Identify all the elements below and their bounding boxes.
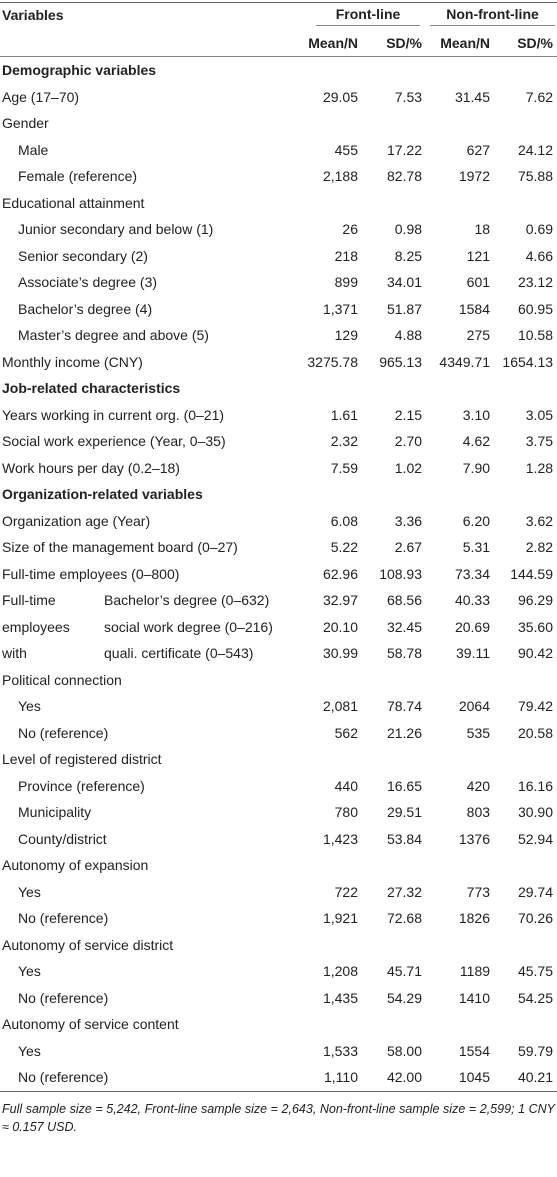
table-row — [0, 693, 557, 720]
cell-mean-front: 2,188 — [322, 168, 358, 185]
cell-sd-non-front: 29.74 — [517, 883, 554, 900]
row-label: Age (17–70) — [2, 88, 80, 105]
header-row-groups — [0, 3, 557, 30]
cell-sd-non-front: 52.94 — [517, 830, 554, 847]
table-row — [0, 322, 557, 349]
descriptive-statistics-table — [0, 2, 557, 1092]
cell-mean-front: 1,435 — [322, 989, 358, 1006]
row-label: Bachelor’s degree (0–632) — [104, 592, 270, 609]
table-row — [0, 1038, 557, 1065]
cell-sd-non-front: 7.62 — [525, 88, 554, 105]
table-row — [0, 349, 557, 376]
table-row — [0, 455, 557, 482]
header-sd-front: SD/% — [362, 30, 426, 57]
header-mean-non-front: Mean/N — [426, 30, 494, 57]
cell-sd-front: 72.68 — [386, 910, 423, 927]
cell-mean-front: 30.99 — [322, 645, 358, 662]
cell-mean-non-front: 803 — [466, 804, 491, 821]
cell-sd-front: 2.67 — [394, 539, 423, 556]
table-row — [0, 402, 557, 429]
cell-mean-front: 5.22 — [330, 539, 358, 556]
cell-mean-non-front: 3.10 — [462, 406, 491, 423]
cell-sd-non-front: 35.60 — [517, 618, 554, 635]
cell-sd-non-front: 54.25 — [517, 989, 554, 1006]
cell-mean-non-front: 275 — [466, 327, 491, 344]
table-row — [0, 614, 557, 641]
cell-sd-non-front: 45.75 — [517, 963, 554, 980]
cell-mean-front: 899 — [334, 274, 358, 291]
cell-sd-front: 108.93 — [379, 565, 423, 582]
header-sd-non-front: SD/% — [494, 30, 557, 57]
table-row — [0, 720, 557, 747]
cell-mean-front: 1,110 — [294, 1064, 362, 1091]
cell-mean-front: 440 — [334, 777, 358, 794]
cell-sd-front: 16.65 — [386, 777, 423, 794]
table-row — [0, 561, 557, 588]
cell-mean-front: 7.59 — [330, 459, 358, 476]
cell-sd-non-front: 0.69 — [525, 221, 554, 238]
row-group-label: employees — [2, 618, 70, 635]
cell-mean-non-front: 40.33 — [454, 592, 491, 609]
section-heading: Organization-related variables — [2, 486, 203, 503]
cell-mean-non-front: 1972 — [458, 168, 491, 185]
cell-mean-front: 20.10 — [322, 618, 358, 635]
category-label: Political connection — [2, 671, 122, 688]
row-label: quali. certificate (0–543) — [104, 645, 254, 662]
row-label: Work hours per day (0.2–18) — [2, 459, 180, 476]
category-label: Educational attainment — [2, 194, 145, 211]
table-row — [0, 243, 557, 270]
cell-sd-non-front: 10.58 — [517, 327, 554, 344]
table-row — [0, 773, 557, 800]
cell-mean-non-front: 73.34 — [454, 565, 491, 582]
cell-sd-front: 29.51 — [386, 804, 423, 821]
cell-sd-non-front: 144.59 — [510, 565, 554, 582]
row-label: No (reference) — [18, 910, 109, 927]
table-footnote: Full sample size = 5,242, Front-line sample size = 2,643, Non-front-line sample size = 2,599; 1 CNY ≈ 0.157 USD. — [2, 1101, 555, 1134]
cell-mean-front: 1,423 — [322, 830, 358, 847]
section-heading: Demographic variables — [2, 62, 157, 79]
category-row — [0, 746, 557, 773]
cell-mean-non-front: 7.90 — [462, 459, 491, 476]
table-row — [0, 879, 557, 906]
row-label: Junior secondary and below (1) — [18, 221, 214, 238]
header-non-front-line — [426, 3, 557, 30]
cell-sd-non-front: 20.58 — [517, 724, 554, 741]
row-label: Organization age (Year) — [2, 512, 151, 529]
category-row — [0, 190, 557, 217]
cell-mean-non-front: 1584 — [458, 300, 491, 317]
cell-mean-non-front: 4349.71 — [439, 353, 491, 370]
cell-sd-non-front: 60.95 — [517, 300, 554, 317]
cell-mean-front: 6.08 — [330, 512, 358, 529]
cell-sd-front: 3.36 — [394, 512, 423, 529]
cell-mean-non-front: 31.45 — [454, 88, 491, 105]
cell-mean-non-front: 39.11 — [456, 645, 491, 662]
cell-mean-front: 780 — [334, 804, 358, 821]
cell-sd-front: 82.78 — [386, 168, 423, 185]
cell-mean-non-front: 773 — [466, 883, 491, 900]
cell-sd-front: 34.01 — [386, 274, 423, 291]
header-non-front-line-label: Non-front-line — [430, 6, 555, 26]
table-row — [0, 640, 557, 667]
table-row — [0, 799, 557, 826]
row-label: Associate’s degree (3) — [18, 274, 158, 291]
cell-mean-front: 3275.78 — [307, 353, 358, 370]
cell-mean-front: 218 — [334, 247, 358, 264]
table-row — [0, 534, 557, 561]
category-row — [0, 667, 557, 694]
cell-mean-non-front: 6.20 — [462, 512, 491, 529]
cell-sd-non-front: 23.12 — [517, 274, 554, 291]
row-label: Municipality — [18, 804, 92, 821]
cell-mean-front: 1,921 — [322, 910, 358, 927]
cell-sd-front: 8.25 — [394, 247, 423, 264]
cell-sd-non-front: 16.16 — [517, 777, 554, 794]
row-label: No (reference) — [0, 1064, 294, 1091]
cell-mean-front: 26 — [342, 221, 358, 238]
row-label: Yes — [18, 883, 41, 900]
cell-sd-non-front: 1.28 — [525, 459, 554, 476]
header-variables: Variables — [0, 3, 294, 57]
cell-sd-non-front: 96.29 — [517, 592, 554, 609]
cell-sd-non-front: 3.75 — [525, 433, 554, 450]
row-label: Yes — [18, 698, 41, 715]
row-label: social work degree (0–216) — [104, 618, 273, 635]
cell-mean-front: 455 — [334, 141, 358, 158]
cell-mean-non-front: 1376 — [458, 830, 491, 847]
cell-sd-front: 68.56 — [386, 592, 423, 609]
category-row — [0, 852, 557, 879]
cell-sd-non-front: 3.62 — [525, 512, 554, 529]
cell-sd-non-front: 59.79 — [517, 1042, 554, 1059]
header-front-line — [294, 3, 426, 30]
cell-sd-front: 7.53 — [394, 88, 423, 105]
table-row — [0, 269, 557, 296]
cell-sd-front: 2.15 — [394, 406, 423, 423]
cell-sd-front: 54.29 — [386, 989, 423, 1006]
category-label: Gender — [2, 115, 49, 132]
category-label: Level of registered district — [2, 751, 162, 768]
table-row — [0, 428, 557, 455]
cell-sd-non-front: 79.42 — [517, 698, 554, 715]
cell-mean-front: 1,371 — [322, 300, 358, 317]
cell-sd-non-front: 70.26 — [517, 910, 554, 927]
cell-sd-front: 45.71 — [386, 963, 423, 980]
row-label: Province (reference) — [18, 777, 145, 794]
cell-sd-non-front: 1654.13 — [502, 353, 554, 370]
cell-sd-front: 4.88 — [394, 327, 423, 344]
section-row — [0, 57, 557, 84]
cell-sd-front: 1.02 — [394, 459, 423, 476]
cell-mean-front: 1,208 — [322, 963, 358, 980]
row-label: Master’s degree and above (5) — [18, 327, 209, 344]
cell-mean-non-front: 601 — [466, 274, 491, 291]
cell-mean-front: 2.32 — [330, 433, 358, 450]
cell-mean-non-front: 535 — [466, 724, 491, 741]
cell-mean-non-front: 20.69 — [454, 618, 491, 635]
category-row — [0, 932, 557, 959]
cell-mean-front: 722 — [334, 883, 358, 900]
cell-sd-non-front: 75.88 — [517, 168, 554, 185]
cell-mean-non-front: 4.62 — [462, 433, 491, 450]
cell-sd-front: 2.70 — [394, 433, 423, 450]
cell-sd-front: 53.84 — [386, 830, 423, 847]
cell-mean-front: 1.61 — [330, 406, 358, 423]
category-row — [0, 1011, 557, 1038]
cell-sd-front: 27.32 — [386, 883, 423, 900]
cell-mean-non-front: 2064 — [458, 698, 491, 715]
cell-sd-front: 58.00 — [386, 1042, 423, 1059]
table-row — [0, 1064, 557, 1091]
header-mean-front: Mean/N — [294, 30, 362, 57]
cell-mean-front: 2,081 — [322, 698, 358, 715]
cell-mean-non-front: 1045 — [426, 1064, 494, 1091]
table-row — [0, 958, 557, 985]
cell-sd-non-front: 30.90 — [517, 804, 554, 821]
table-row — [0, 216, 557, 243]
cell-sd-front: 78.74 — [386, 698, 423, 715]
row-label: Yes — [18, 963, 41, 980]
table-row — [0, 84, 557, 111]
row-label: County/district — [18, 830, 107, 847]
category-label: Autonomy of service content — [2, 1016, 179, 1033]
row-label: Bachelor’s degree (4) — [18, 300, 153, 317]
table-row — [0, 905, 557, 932]
cell-mean-front: 32.97 — [322, 592, 358, 609]
row-label: Female (reference) — [18, 168, 138, 185]
cell-sd-front: 32.45 — [386, 618, 423, 635]
row-label: Yes — [18, 1042, 41, 1059]
cell-sd-front: 51.87 — [386, 300, 423, 317]
table-row — [0, 508, 557, 535]
row-label: Monthly income (CNY) — [2, 353, 143, 370]
cell-mean-non-front: 420 — [466, 777, 491, 794]
row-label: Male — [18, 141, 49, 158]
category-label: Autonomy of expansion — [2, 857, 149, 874]
cell-mean-non-front: 1189 — [459, 963, 491, 980]
cell-sd-non-front: 2.82 — [525, 539, 554, 556]
table-row — [0, 163, 557, 190]
table-row — [0, 985, 557, 1012]
cell-mean-front: 562 — [334, 724, 358, 741]
category-label: Autonomy of service district — [2, 936, 174, 953]
cell-mean-front: 62.96 — [322, 565, 358, 582]
table-row — [0, 137, 557, 164]
row-label: Years working in current org. (0–21) — [2, 406, 225, 423]
cell-sd-non-front: 4.66 — [525, 247, 554, 264]
row-label: Social work experience (Year, 0–35) — [2, 433, 226, 450]
table-row — [0, 296, 557, 323]
table-row — [0, 587, 557, 614]
row-label: No (reference) — [18, 724, 109, 741]
category-row — [0, 110, 557, 137]
cell-mean-non-front: 1554 — [458, 1042, 491, 1059]
section-heading: Job-related characteristics — [2, 380, 181, 397]
row-label: Size of the management board (0–27) — [2, 539, 238, 556]
cell-sd-non-front: 90.42 — [517, 645, 554, 662]
cell-sd-non-front: 24.12 — [517, 141, 554, 158]
cell-mean-non-front: 5.31 — [462, 539, 491, 556]
cell-mean-non-front: 18 — [474, 221, 491, 238]
cell-sd-front: 965.13 — [379, 353, 423, 370]
row-label: Full-time employees (0–800) — [2, 565, 180, 582]
cell-mean-non-front: 1826 — [458, 910, 491, 927]
cell-mean-front: 29.05 — [322, 88, 358, 105]
cell-mean-front: 1,533 — [322, 1042, 358, 1059]
section-row — [0, 481, 557, 508]
header-front-line-label: Front-line — [316, 6, 420, 26]
section-row — [0, 375, 557, 402]
cell-sd-front: 42.00 — [362, 1064, 426, 1091]
cell-mean-non-front: 627 — [466, 141, 491, 158]
row-group-label: Full-time — [2, 592, 56, 609]
row-label: Senior secondary (2) — [18, 247, 148, 264]
cell-mean-front: 129 — [334, 327, 358, 344]
cell-sd-front: 0.98 — [394, 221, 423, 238]
row-label: No (reference) — [18, 989, 109, 1006]
cell-sd-front: 58.78 — [386, 645, 423, 662]
cell-sd-non-front: 40.21 — [494, 1064, 557, 1091]
cell-sd-front: 21.26 — [386, 724, 423, 741]
cell-mean-non-front: 1410 — [458, 989, 491, 1006]
cell-mean-non-front: 121 — [466, 247, 491, 264]
table-body — [0, 57, 557, 1092]
cell-sd-front: 17.22 — [386, 141, 423, 158]
row-group-label: with — [2, 645, 27, 662]
table-row — [0, 826, 557, 853]
cell-sd-non-front: 3.05 — [525, 406, 554, 423]
